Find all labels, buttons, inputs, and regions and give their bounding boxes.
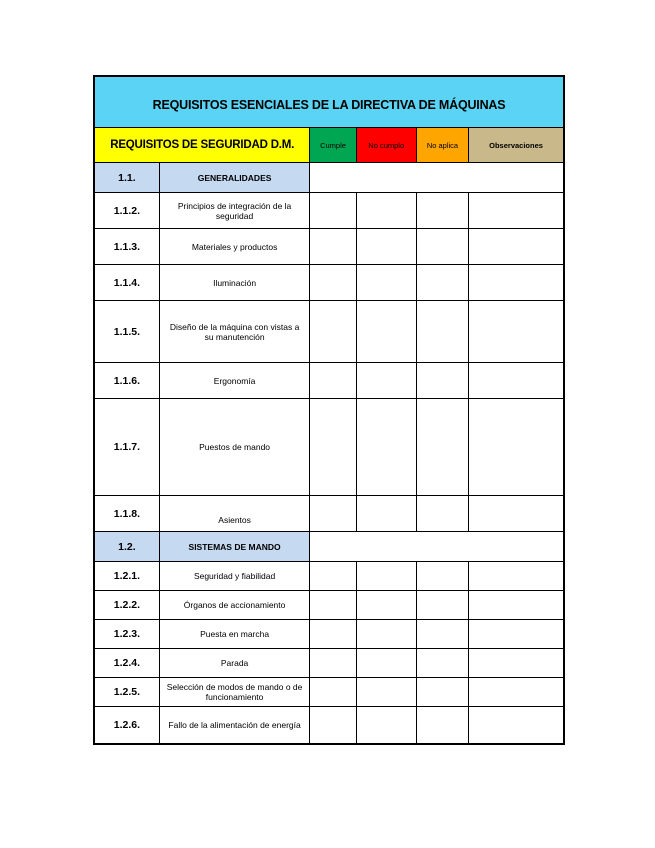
item-name: Puesta en marcha [159, 620, 310, 649]
cumple-cell[interactable] [310, 591, 356, 620]
item-name: Puestos de mando [159, 399, 310, 496]
no-cumple-cell[interactable] [356, 591, 416, 620]
cumple-cell[interactable] [310, 707, 356, 744]
item-code: 1.1.3. [94, 229, 159, 265]
item-code: 1.2.5. [94, 678, 159, 707]
item-name: Diseño de la máquina con vistas a su manutención [159, 301, 310, 363]
no-cumple-cell[interactable] [356, 399, 416, 496]
table-row [94, 399, 564, 496]
header-row [94, 128, 564, 163]
section-code: 1.1. [94, 163, 159, 193]
item-name: Principios de integración de la seguridad [159, 193, 310, 229]
item-name: Fallo de la alimentación de energía [159, 707, 310, 744]
no-aplica-header: No aplica [416, 128, 468, 163]
no-aplica-cell[interactable] [416, 707, 468, 744]
no-cumple-cell[interactable] [356, 301, 416, 363]
table-row [94, 562, 564, 591]
section-row [94, 163, 564, 193]
cumple-cell[interactable] [310, 193, 356, 229]
item-code: 1.1.5. [94, 301, 159, 363]
no-cumple-cell[interactable] [356, 193, 416, 229]
cumple-cell[interactable] [310, 649, 356, 678]
requirements-checklist-table [93, 75, 565, 745]
table-row [94, 678, 564, 707]
item-name: Materiales y productos [159, 229, 310, 265]
cumple-cell[interactable] [310, 620, 356, 649]
observaciones-cell[interactable] [469, 678, 564, 707]
item-code: 1.1.8. [94, 496, 159, 532]
no-aplica-cell[interactable] [416, 562, 468, 591]
item-name: Asientos [159, 496, 310, 532]
no-aplica-cell[interactable] [416, 678, 468, 707]
item-code: 1.1.7. [94, 399, 159, 496]
cumple-cell[interactable] [310, 363, 356, 399]
table-row [94, 193, 564, 229]
item-code: 1.2.4. [94, 649, 159, 678]
section-name: SISTEMAS DE MANDO [159, 532, 310, 562]
item-code: 1.2.6. [94, 707, 159, 744]
section-code: 1.2. [94, 532, 159, 562]
cumple-cell[interactable] [310, 399, 356, 496]
no-aplica-cell[interactable] [416, 301, 468, 363]
observaciones-cell[interactable] [469, 265, 564, 301]
observaciones-cell[interactable] [469, 229, 564, 265]
observaciones-cell[interactable] [469, 193, 564, 229]
table-row [94, 496, 564, 532]
observaciones-header: Observaciones [469, 128, 564, 163]
table-row [94, 229, 564, 265]
no-cumple-cell[interactable] [356, 265, 416, 301]
no-aplica-cell[interactable] [416, 649, 468, 678]
section-row [94, 532, 564, 562]
no-cumple-cell[interactable] [356, 562, 416, 591]
observaciones-cell[interactable] [469, 591, 564, 620]
no-aplica-cell[interactable] [416, 363, 468, 399]
cumple-cell[interactable] [310, 562, 356, 591]
no-aplica-cell[interactable] [416, 265, 468, 301]
section-blank [310, 532, 564, 562]
cumple-cell[interactable] [310, 678, 356, 707]
no-aplica-cell[interactable] [416, 193, 468, 229]
cumple-header: Cumple [310, 128, 356, 163]
table-row [94, 363, 564, 399]
table-row [94, 620, 564, 649]
table-row [94, 707, 564, 744]
observaciones-cell[interactable] [469, 496, 564, 532]
item-name: Ergonomía [159, 363, 310, 399]
no-cumple-cell[interactable] [356, 229, 416, 265]
section-name: GENERALIDADES [159, 163, 310, 193]
item-name: Selección de modos de mando o de funcionamiento [159, 678, 310, 707]
no-cumple-cell[interactable] [356, 620, 416, 649]
table-row [94, 649, 564, 678]
item-code: 1.1.2. [94, 193, 159, 229]
observaciones-cell[interactable] [469, 707, 564, 744]
table-row [94, 265, 564, 301]
no-cumple-cell[interactable] [356, 678, 416, 707]
cumple-cell[interactable] [310, 265, 356, 301]
table-row [94, 301, 564, 363]
section-blank [310, 163, 564, 193]
item-code: 1.1.4. [94, 265, 159, 301]
item-code: 1.2.3. [94, 620, 159, 649]
cumple-cell[interactable] [310, 229, 356, 265]
item-name: Seguridad y fiabilidad [159, 562, 310, 591]
no-cumple-header: No cumplo [356, 128, 416, 163]
no-cumple-cell[interactable] [356, 363, 416, 399]
observaciones-cell[interactable] [469, 620, 564, 649]
no-aplica-cell[interactable] [416, 620, 468, 649]
item-code: 1.2.1. [94, 562, 159, 591]
no-aplica-cell[interactable] [416, 496, 468, 532]
observaciones-cell[interactable] [469, 562, 564, 591]
title-row [94, 76, 564, 128]
observaciones-cell[interactable] [469, 301, 564, 363]
no-aplica-cell[interactable] [416, 229, 468, 265]
observaciones-cell[interactable] [469, 363, 564, 399]
table-row [94, 591, 564, 620]
no-aplica-cell[interactable] [416, 591, 468, 620]
item-code: 1.2.2. [94, 591, 159, 620]
item-name: Iluminación [159, 265, 310, 301]
item-name: Parada [159, 649, 310, 678]
observaciones-cell[interactable] [469, 649, 564, 678]
observaciones-cell[interactable] [469, 399, 564, 496]
item-code: 1.1.6. [94, 363, 159, 399]
cumple-cell[interactable] [310, 301, 356, 363]
requirements-header: REQUISITOS DE SEGURIDAD D.M. [94, 128, 310, 163]
no-cumple-cell[interactable] [356, 649, 416, 678]
no-cumple-cell[interactable] [356, 707, 416, 744]
document-title: REQUISITOS ESENCIALES DE LA DIRECTIVA DE MÁQUINAS [94, 76, 564, 128]
cumple-cell[interactable] [310, 496, 356, 532]
no-cumple-cell[interactable] [356, 496, 416, 532]
item-name: Órganos de accionamiento [159, 591, 310, 620]
no-aplica-cell[interactable] [416, 399, 468, 496]
